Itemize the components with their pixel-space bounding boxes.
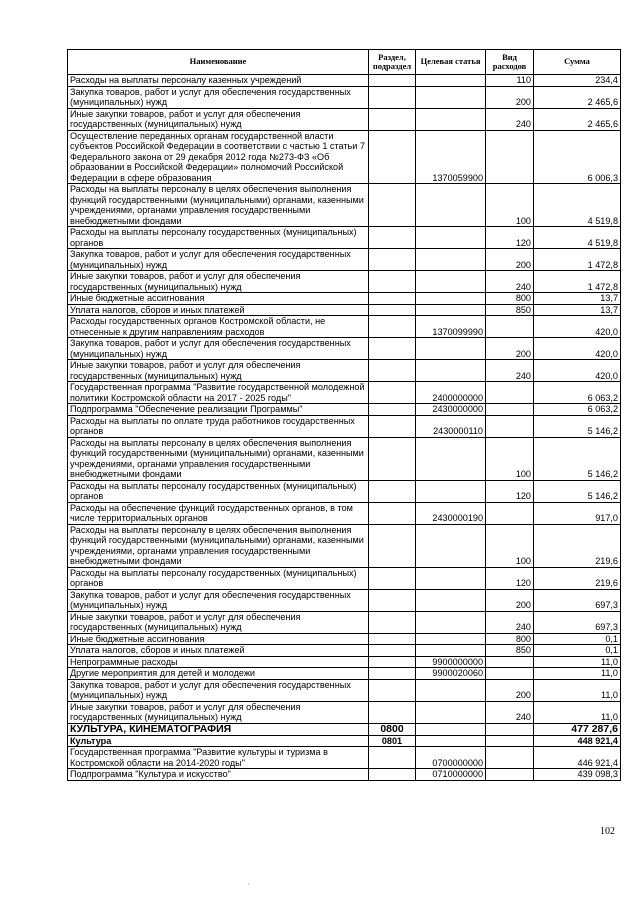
cell-sum: 5 146,2 [534, 415, 621, 437]
cell-sum: 697,3 [534, 589, 621, 611]
cell-section [369, 633, 416, 645]
cell-target [416, 611, 486, 633]
cell-sum: 11,0 [534, 656, 621, 668]
cell-target: 0710000000 [416, 769, 486, 781]
cell-kind: 850 [486, 645, 534, 657]
cell-target [416, 271, 486, 293]
cell-kind: 800 [486, 293, 534, 305]
cell-kind [486, 735, 534, 747]
cell-target [416, 645, 486, 657]
cell-target [416, 567, 486, 589]
table-row [68, 86, 621, 108]
header-kind: Вид расходов [486, 50, 534, 75]
cell-target [416, 679, 486, 701]
table-row [68, 271, 621, 293]
cell-target [416, 480, 486, 502]
cell-target [416, 249, 486, 271]
cell-name: Другие мероприятия для детей и молодежи [68, 668, 369, 680]
cell-sum: 219,6 [534, 567, 621, 589]
table-row [68, 360, 621, 382]
table-row [68, 404, 621, 416]
cell-kind [486, 130, 534, 184]
cell-kind: 800 [486, 633, 534, 645]
cell-kind [486, 769, 534, 781]
table-row [68, 227, 621, 249]
cell-name: Расходы на выплаты персоналу государственных (муниципальных) органов [68, 480, 369, 502]
table-row [68, 611, 621, 633]
cell-sum: 11,0 [534, 668, 621, 680]
cell-target: 1370099990 [416, 316, 486, 338]
cell-sum: 234,4 [534, 75, 621, 87]
cell-sum: 448 921,4 [534, 735, 621, 747]
cell-kind [486, 404, 534, 416]
cell-name: Подпрограмма "Обеспечение реализации Программы" [68, 404, 369, 416]
table-row [68, 668, 621, 680]
cell-name: Иные бюджетные ассигнования [68, 633, 369, 645]
cell-target: 2430000110 [416, 415, 486, 437]
cell-sum: 6 006,3 [534, 130, 621, 184]
cell-section [369, 437, 416, 480]
cell-name: Закупка товаров, работ и услуг для обеспечения государственных (муниципальных) нужд [68, 86, 369, 108]
cell-section [369, 656, 416, 668]
cell-kind: 240 [486, 271, 534, 293]
cell-name: Государственная программа "Развитие государственной молодежной политики Костромской области на 2017 - 2025 годы" [68, 382, 369, 404]
cell-sum: 11,0 [534, 679, 621, 701]
cell-section [369, 382, 416, 404]
cell-name: Культура [68, 735, 369, 747]
cell-name: Иные закупки товаров, работ и услуг для обеспечения государственных (муниципальных) нужд [68, 611, 369, 633]
cell-kind: 240 [486, 108, 534, 130]
cell-name: Закупка товаров, работ и услуг для обеспечения государственных (муниципальных) нужд [68, 679, 369, 701]
cell-sum: 219,6 [534, 524, 621, 567]
cell-section [369, 249, 416, 271]
cell-kind: 110 [486, 75, 534, 87]
table-row [68, 701, 621, 723]
cell-sum: 420,0 [534, 316, 621, 338]
cell-kind [486, 415, 534, 437]
cell-name: Подпрограмма "Культура и искусство" [68, 769, 369, 781]
header-target: Целевая статья [416, 50, 486, 75]
table-row [68, 735, 621, 747]
cell-name: Иные закупки товаров, работ и услуг для обеспечения государственных (муниципальных) нужд [68, 108, 369, 130]
cell-name: Расходы на выплаты персоналу в целях обеспечения выполнения функций государственными (муниципальными) органами, казенными учреждениями, органами управления государственными внебюджетными фондами [68, 437, 369, 480]
table-row [68, 747, 621, 769]
cell-sum: 2 465,6 [534, 86, 621, 108]
cell-section [369, 567, 416, 589]
cell-section [369, 747, 416, 769]
cell-section [369, 415, 416, 437]
cell-sum: 420,0 [534, 338, 621, 360]
table-body [68, 75, 621, 781]
cell-kind: 240 [486, 701, 534, 723]
cell-kind: 100 [486, 437, 534, 480]
cell-target: 2430000000 [416, 404, 486, 416]
cell-name: Непрограммные расходы [68, 656, 369, 668]
cell-target [416, 304, 486, 316]
cell-sum: 420,0 [534, 360, 621, 382]
cell-name: Уплата налогов, сборов и иных платежей [68, 645, 369, 657]
cell-section [369, 75, 416, 87]
cell-target [416, 184, 486, 227]
table-row [68, 679, 621, 701]
cell-sum: 477 287,6 [534, 723, 621, 735]
cell-name: Закупка товаров, работ и услуг для обеспечения государственных (муниципальных) нужд [68, 589, 369, 611]
table-row [68, 108, 621, 130]
cell-target: 9900020060 [416, 668, 486, 680]
table-row [68, 524, 621, 567]
cell-kind [486, 316, 534, 338]
cell-kind [486, 502, 534, 524]
cell-sum: 13,7 [534, 293, 621, 305]
cell-sum: 11,0 [534, 701, 621, 723]
cell-target [416, 524, 486, 567]
cell-name: Расходы на выплаты персоналу в целях обеспечения выполнения функций государственными (муниципальными) органами, казенными учреждениями, органами управления государственными внебюджетными фондами [68, 524, 369, 567]
cell-target [416, 701, 486, 723]
cell-section [369, 679, 416, 701]
cell-sum: 13,7 [534, 304, 621, 316]
cell-name: Иные закупки товаров, работ и услуг для обеспечения государственных (муниципальных) нужд [68, 271, 369, 293]
header-section: Раздел, подраздел [369, 50, 416, 75]
cell-name: Расходы на выплаты по оплате труда работников государственных органов [68, 415, 369, 437]
cell-section [369, 338, 416, 360]
cell-section [369, 360, 416, 382]
cell-section [369, 304, 416, 316]
cell-sum: 5 146,2 [534, 437, 621, 480]
cell-section [369, 769, 416, 781]
cell-sum: 6 063,2 [534, 382, 621, 404]
cell-name: Осуществление переданных органам государственной власти субъектов Российской Федерации в соответствии с частью 1 статьи 7 Федерального закона от 29 декабря 2012 года №273-ФЗ «Об образовании в Российской Федерации» полномочий Российской Федерации в сфере образования [68, 130, 369, 184]
cell-sum: 1 472,8 [534, 271, 621, 293]
cell-sum: 1 472,8 [534, 249, 621, 271]
table-row [68, 382, 621, 404]
cell-target [416, 735, 486, 747]
cell-sum: 6 063,2 [534, 404, 621, 416]
cell-kind [486, 668, 534, 680]
table-row [68, 633, 621, 645]
cell-kind [486, 747, 534, 769]
cell-kind: 850 [486, 304, 534, 316]
cell-sum: 439 098,3 [534, 769, 621, 781]
cell-target [416, 108, 486, 130]
cell-kind: 240 [486, 360, 534, 382]
cell-name: Закупка товаров, работ и услуг для обеспечения государственных (муниципальных) нужд [68, 338, 369, 360]
cell-kind: 120 [486, 567, 534, 589]
table-row [68, 184, 621, 227]
cell-target [416, 293, 486, 305]
table-row [68, 293, 621, 305]
cell-name: Иные бюджетные ассигнования [68, 293, 369, 305]
cell-kind [486, 723, 534, 735]
cell-section [369, 108, 416, 130]
table-row [68, 769, 621, 781]
cell-section [369, 271, 416, 293]
cell-kind: 200 [486, 679, 534, 701]
cell-name: Уплата налогов, сборов и иных платежей [68, 304, 369, 316]
cell-name: Расходы на выплаты персоналу государственных (муниципальных) органов [68, 567, 369, 589]
cell-target [416, 75, 486, 87]
scan-mark: , [248, 880, 250, 886]
cell-section [369, 184, 416, 227]
cell-section [369, 589, 416, 611]
cell-target: 2400000000 [416, 382, 486, 404]
cell-kind: 200 [486, 86, 534, 108]
table-row [68, 249, 621, 271]
page-number: 102 [600, 826, 615, 837]
table-row [68, 502, 621, 524]
table-row [68, 437, 621, 480]
cell-sum: 917,0 [534, 502, 621, 524]
cell-kind: 240 [486, 611, 534, 633]
cell-target [416, 360, 486, 382]
cell-target [416, 723, 486, 735]
table-row [68, 589, 621, 611]
cell-name: Государственная программа "Развитие культуры и туризма в Костромской области на 2014-2020 годы" [68, 747, 369, 769]
cell-target [416, 338, 486, 360]
cell-section [369, 316, 416, 338]
cell-sum: 0,1 [534, 633, 621, 645]
cell-name: Иные закупки товаров, работ и услуг для обеспечения государственных (муниципальных) нужд [68, 701, 369, 723]
cell-section: 0801 [369, 735, 416, 747]
cell-target [416, 633, 486, 645]
cell-section [369, 86, 416, 108]
cell-target [416, 86, 486, 108]
header-name: Наименование [68, 50, 369, 75]
cell-section [369, 668, 416, 680]
cell-sum: 446 921,4 [534, 747, 621, 769]
cell-target [416, 227, 486, 249]
cell-section [369, 293, 416, 305]
cell-name: КУЛЬТУРА, КИНЕМАТОГРАФИЯ [68, 723, 369, 735]
table-row [68, 656, 621, 668]
cell-kind: 120 [486, 480, 534, 502]
cell-section [369, 404, 416, 416]
cell-kind: 100 [486, 184, 534, 227]
cell-sum: 4 519,8 [534, 184, 621, 227]
header-sum: Сумма [534, 50, 621, 75]
cell-section [369, 130, 416, 184]
cell-section [369, 611, 416, 633]
cell-section [369, 480, 416, 502]
cell-sum: 697,3 [534, 611, 621, 633]
cell-kind: 120 [486, 227, 534, 249]
table-row [68, 304, 621, 316]
cell-sum: 0,1 [534, 645, 621, 657]
cell-name: Расходы на выплаты персоналу государственных (муниципальных) органов [68, 227, 369, 249]
table-row [68, 567, 621, 589]
cell-target [416, 437, 486, 480]
cell-name: Иные закупки товаров, работ и услуг для обеспечения государственных (муниципальных) нужд [68, 360, 369, 382]
cell-sum: 5 146,2 [534, 480, 621, 502]
cell-kind: 200 [486, 249, 534, 271]
cell-target: 0700000000 [416, 747, 486, 769]
cell-target: 2430000190 [416, 502, 486, 524]
cell-name: Закупка товаров, работ и услуг для обеспечения государственных (муниципальных) нужд [68, 249, 369, 271]
cell-section [369, 701, 416, 723]
cell-kind: 100 [486, 524, 534, 567]
cell-kind: 200 [486, 589, 534, 611]
table-row [68, 130, 621, 184]
cell-name: Расходы государственных органов Костромской области, не отнесенные к другим направлениям расходов [68, 316, 369, 338]
table-row [68, 645, 621, 657]
table-row [68, 415, 621, 437]
budget-table [67, 49, 621, 781]
cell-target [416, 589, 486, 611]
cell-target: 9900000000 [416, 656, 486, 668]
table-row [68, 480, 621, 502]
cell-name: Расходы на обеспечение функций государственных органов, в том числе территориальных органов [68, 502, 369, 524]
table-row [68, 75, 621, 87]
cell-section [369, 227, 416, 249]
cell-target: 1370059900 [416, 130, 486, 184]
cell-section [369, 645, 416, 657]
table-row [68, 723, 621, 735]
cell-sum: 2 465,6 [534, 108, 621, 130]
cell-section: 0800 [369, 723, 416, 735]
cell-section [369, 502, 416, 524]
cell-kind [486, 382, 534, 404]
table-header-row [68, 50, 621, 75]
cell-name: Расходы на выплаты персоналу казенных учреждений [68, 75, 369, 87]
cell-name: Расходы на выплаты персоналу в целях обеспечения выполнения функций государственными (муниципальными) органами, казенными учреждениями, органами управления государственными внебюджетными фондами [68, 184, 369, 227]
cell-kind [486, 656, 534, 668]
table-row [68, 316, 621, 338]
table-row [68, 338, 621, 360]
cell-kind: 200 [486, 338, 534, 360]
cell-sum: 4 519,8 [534, 227, 621, 249]
cell-section [369, 524, 416, 567]
